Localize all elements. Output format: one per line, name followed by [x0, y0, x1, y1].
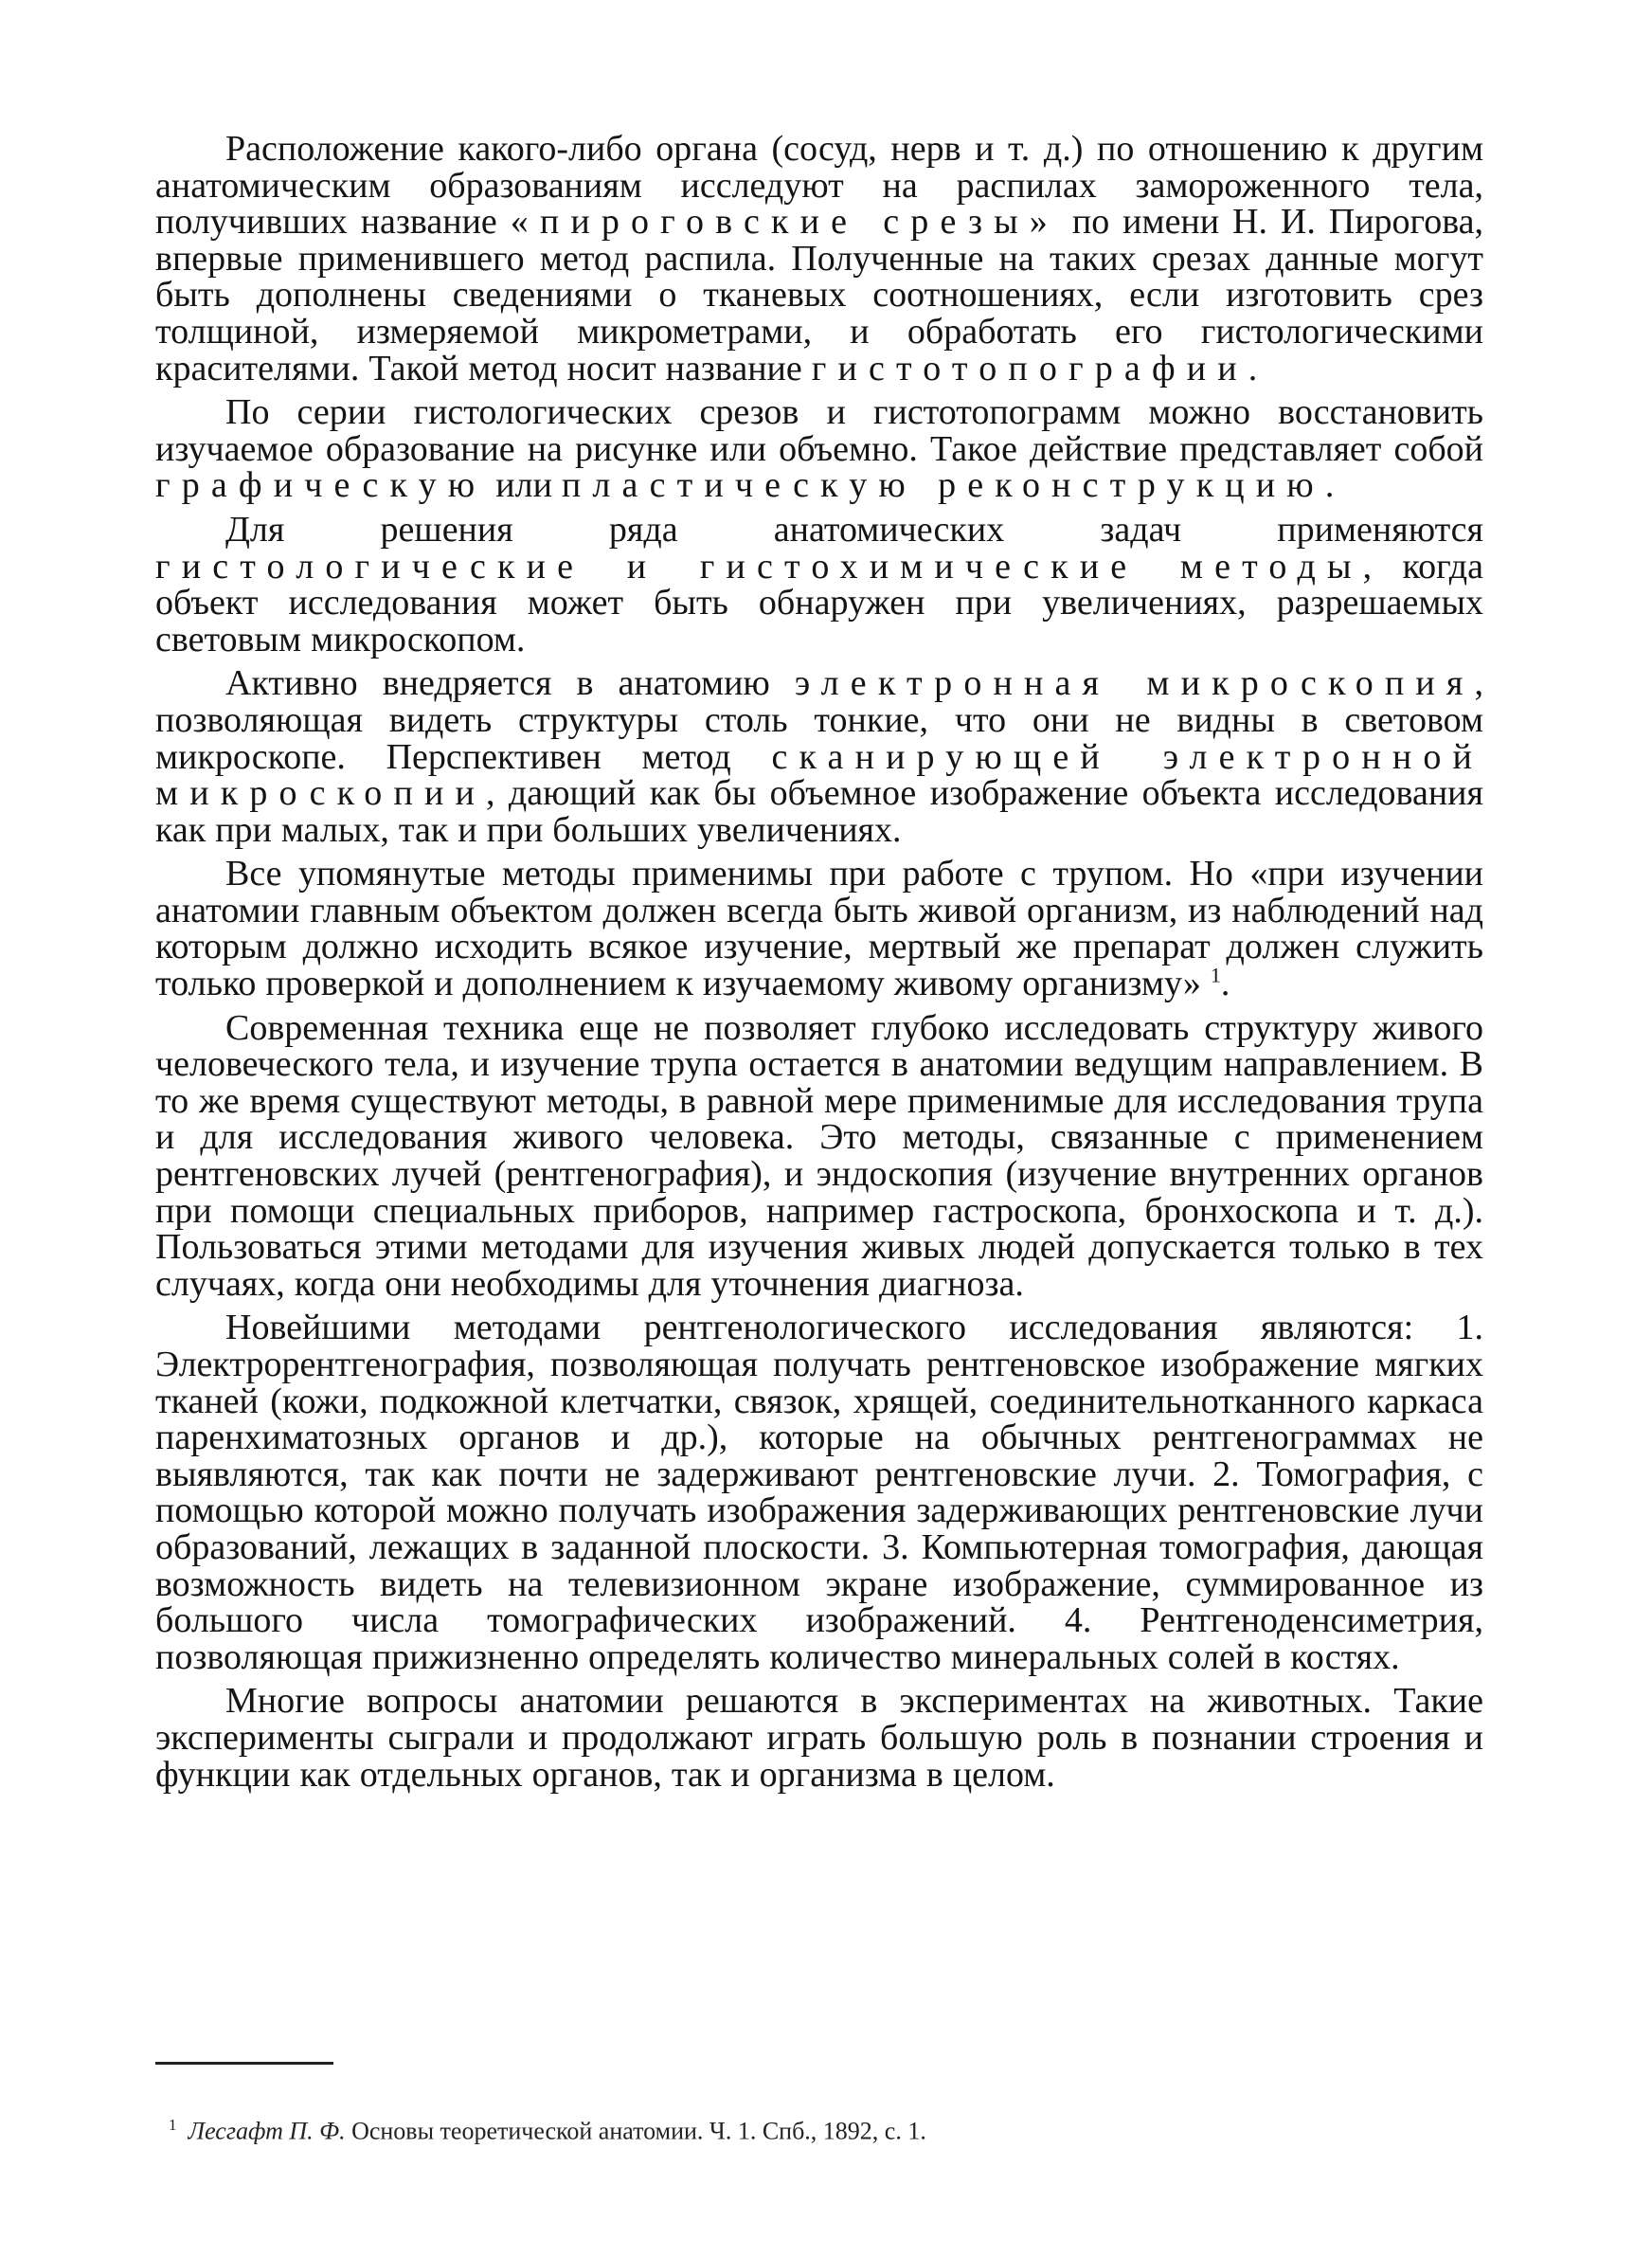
- paragraph-6: Современная техника еще не позволяет глубоко исследовать структуру живого человеческого тела, и изучение трупа остается в анатомии ведущим направлением. В то же время существуют методы, в равной мере применимые для исследования трупа и для исследования живого человека. Это методы, связанные с применением рентгеновских лучей (рентгенография), и эндоскопия (изучение внутренних органов при помощи специальных приборов, например гастроскопа, бронхоскопа и т. д.). Пользоваться этими методами для изучения живых людей допускается только в тех случаях, когда они необходимы для уточнения диагноза.: [155, 1007, 1483, 1304]
- paragraph-5: Все упомянутые методы применимы при работе с трупом. Но «при изучении анатомии главным объектом должен всегда быть живой организм, из наблюдений над которым должно исходить всякое изучение, мертвый же препарат должен служить только проверкой и дополнением к изучаемому живому организму» $^1$.: [155, 854, 1483, 1004]
- footnote-author: Лесгафт П. Ф.: [188, 2117, 346, 2145]
- spaced-emphasis: сканирующей электронной микроскопии: [155, 736, 1483, 814]
- spaced-emphasis: гистотопографии: [811, 348, 1248, 388]
- page-body: [155, 131, 1483, 1800]
- footnote-rule: [155, 2062, 333, 2065]
- spaced-emphasis: гистологические и гистохимические методы: [155, 546, 1363, 587]
- footnote-reference: 1: [1210, 963, 1221, 987]
- paragraph-7: Новейшими методами рентгенологического исследования являются: 1. Электрорентгенография, позволяющая получать рентгеновское изображение мягких тканей (кожи, подкожной клетчатки, связок, хрящей, соединительнотканного каркаса паренхиматозных органов и др.), которые на обычных рентгенограммах не выявляются, так как почти не задерживают рентгеновские лучи. 2. Томография, с помощью которой можно получать изображения задерживающих рентгеновские лучи образований, лежащих в заданной плоскости. 3. Компьютерная томография, дающая возможность видеть на телевизионном экране изображение, суммированное из большого числа томографических изображений. 4. Рентгеноденсиметрия, позволяющая прижизненно определять количество минеральных солей в костях.: [155, 1308, 1483, 1677]
- spaced-emphasis: графическую: [155, 465, 487, 506]
- spaced-emphasis: пластическую реконструкцию: [561, 465, 1325, 506]
- paragraph-1: Расположение какого-либо органа (сосуд, нерв и т. д.) по отношению к другим анатомическим образованиям исследуют на распилах замороженного тела, получивших название «пироговские срезы» по имени Н. И. Пирогова, впервые применившего метод распила. Полученные на таких срезах данные могут быть дополнены сведениями о тканевых соотношениях, если изготовить срез толщиной, измеряемой микрометрами, и обработать его гистологическими красителями. Такой метод носит название гистотопографии.: [155, 129, 1483, 388]
- footnote: [169, 2111, 1400, 2146]
- paragraph-2: По серии гистологических срезов и гистотопограмм можно восстановить изучаемое образование на рисунке или объемно. Такое действие представляет собой графическую или пластическую реконструкцию.: [155, 392, 1483, 506]
- footnote-text: Основы теоретической анатомии. Ч. 1. Спб., 1892, с. 1.: [345, 2117, 926, 2145]
- spaced-emphasis: электронная микроскопия: [794, 663, 1475, 704]
- paragraph-8: Многие вопросы анатомии решаются в экспериментах на животных. Такие эксперименты сыграли и продолжают играть большую роль в познании строения и функции как отдельных органов, так и организма в целом.: [155, 1681, 1483, 1795]
- spaced-emphasis: «пироговские срезы»: [510, 202, 1059, 243]
- footnote-mark: 1: [169, 2116, 177, 2134]
- paragraph-3: Для решения ряда анатомических задач применяются гистологические и гистохимические методы, когда объект исследования может быть обнаружен при увеличениях, разрешаемых световым микроскопом.: [155, 509, 1483, 659]
- paragraph-4: Активно внедряется в анатомию электронная микроскопия, позволяющая видеть структуры столь тонкие, что они не видны в световом микроскопе. Перспективен метод сканирующей электронной микроскопии, дающий как бы объемное изображение объекта исследования как при малых, так и при больших увеличениях.: [155, 663, 1483, 850]
